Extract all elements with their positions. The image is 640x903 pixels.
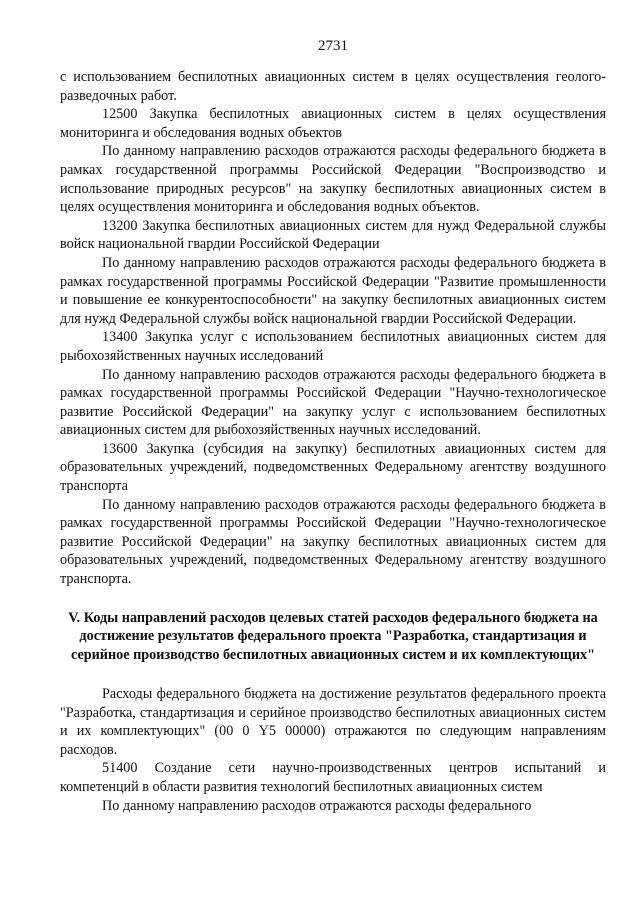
- document-page: [60, 0, 606, 815]
- paragraph: По данному направлению расходов отражаются расходы федерального бюджета в рамках государственной программы Российской Федерации "Научно-технологическое развитие Российской Федерации" на закупку беспилотных авиационных систем для образовательных учреждений, подведомственных Федеральному агентству воздушного транспорта.: [60, 496, 606, 588]
- page-number: 2731: [318, 38, 348, 54]
- paragraph: 51400 Создание сети научно-производственных центров испытаний и компетенций в области развития технологий беспилотных авиационных систем: [60, 760, 606, 795]
- paragraph: По данному направлению расходов отражаются расходы федерального: [102, 797, 532, 814]
- paragraph: 13600 Закупка (субсидия на закупку) беспилотных авиационных систем для образовательных учреждений, подведомственных Федеральному агентству воздушного транспорта: [60, 440, 606, 495]
- paragraph: с использованием беспилотных авиационных систем в целях осуществления геолого-разведочных работ.: [60, 69, 606, 104]
- document-body: [60, 68, 606, 815]
- paragraph: По данному направлению расходов отражаются расходы федерального бюджета в рамках государственной программы Российской Федерации "Научно-технологическое развитие Российской Федерации" на закупку услуг с использованием беспилотных авиационных систем для рыбохозяйственных научных исследований.: [60, 366, 606, 439]
- paragraph: 13200 Закупка беспилотных авиационных систем для нужд Федеральной службы войск национальной гвардии Российской Федерации: [60, 217, 606, 253]
- paragraph: 12500 Закупка беспилотных авиационных систем в целях осуществления мониторинга и обследования водных объектов: [60, 106, 606, 141]
- section-heading: V. Коды направлений расходов целевых статей расходов федерального бюджета на достижение результатов федерального проекта "Разработка, стандартизация и серийное производство беспилотных авиационных систем и их комплектующих": [68, 609, 598, 664]
- paragraph: По данному направлению расходов отражаются расходы федерального бюджета в рамках государственной программы Российской Федерации "Развитие промышленности и повышение ее конкурентоспособности" на закупку беспилотных авиационных систем для нужд Федеральной службы войск национальной гвардии Российской Федерации.: [60, 254, 606, 327]
- paragraph: Расходы федерального бюджета на достижение результатов федерального проекта "Разработка, стандартизация и серийное производство беспилотных авиационных систем и их комплектующих" (00 0 Y5 00000) отражаются по следующим направлениям расходов.: [60, 686, 606, 758]
- paragraph: 13400 Закупка услуг с использованием беспилотных авиационных систем для рыбохозяйственных научных исследований: [60, 329, 606, 364]
- paragraph: По данному направлению расходов отражаются расходы федерального бюджета в рамках государственной программы Российской Федерации "Воспроизводство и использование природных ресурсов" на закупку беспилотных авиационных систем в целях осуществления мониторинга и обследования водных объектов.: [60, 143, 606, 216]
